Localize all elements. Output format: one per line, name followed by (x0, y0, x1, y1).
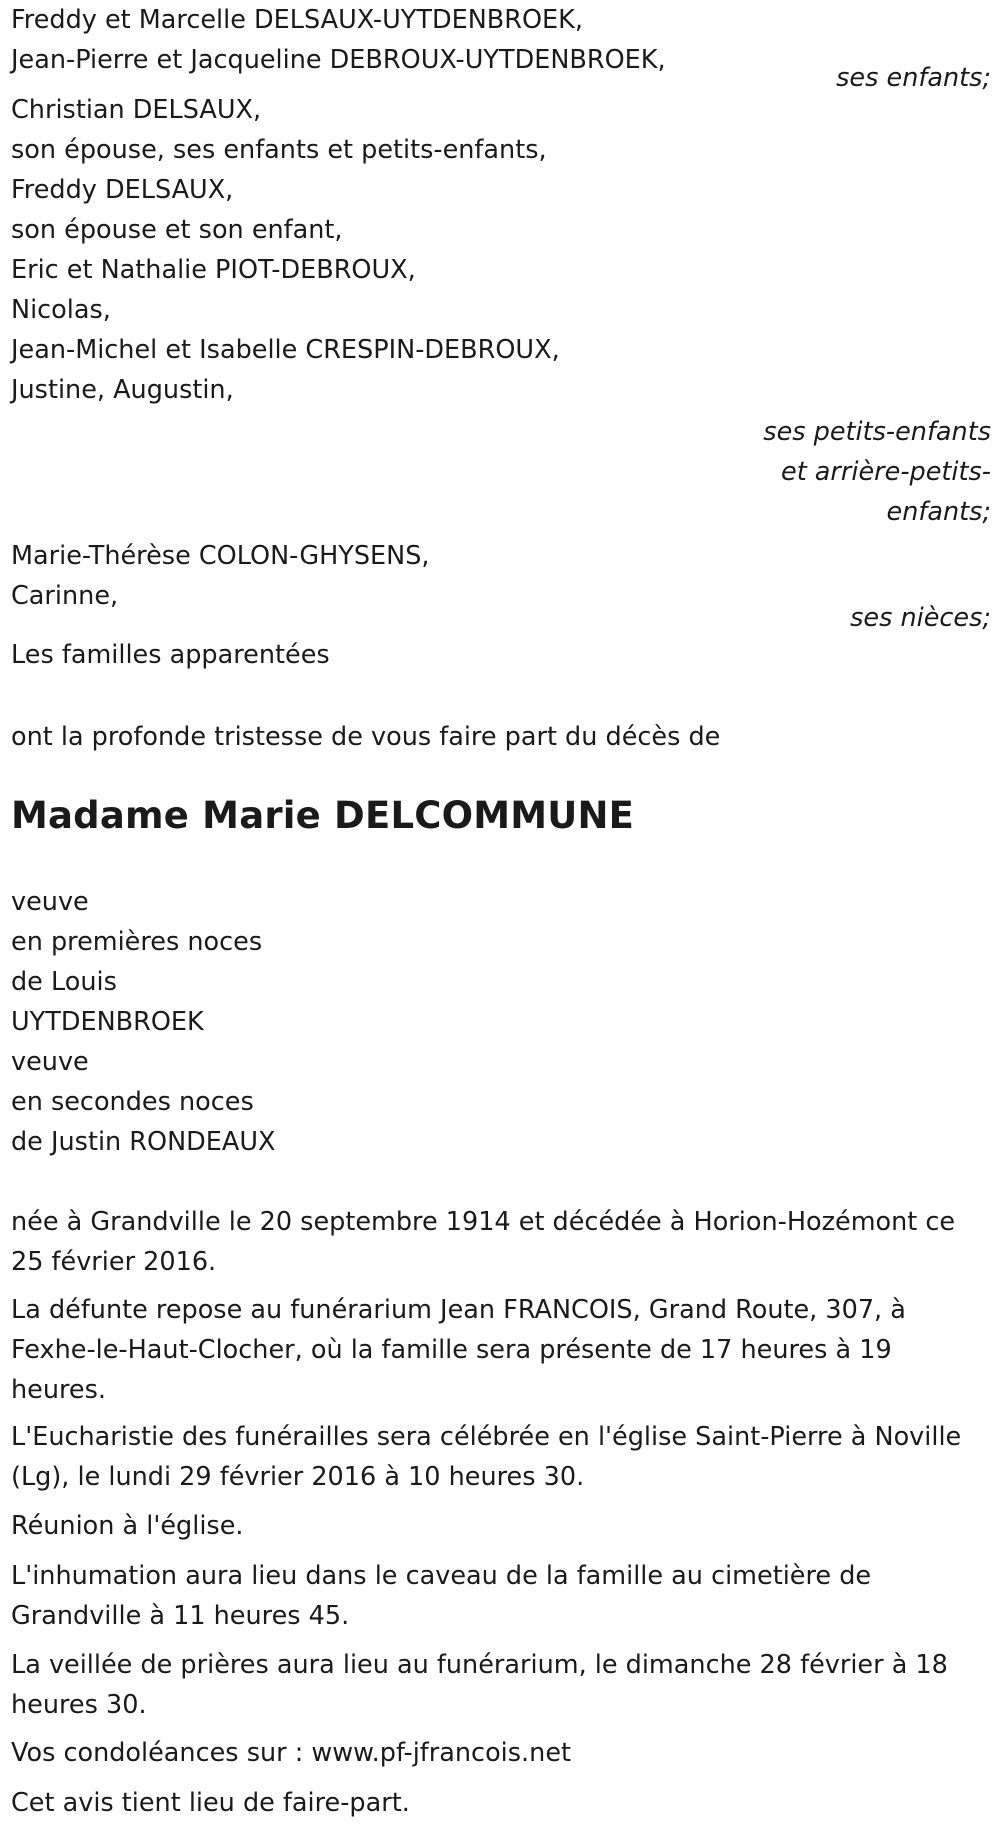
role-line: ses petits-enfants (763, 417, 991, 447)
family-name-line: Christian DELSAUX, (11, 95, 262, 125)
children-role: ses enfants; (836, 63, 991, 93)
family-name-line: son épouse et son enfant, (11, 215, 343, 245)
widow-line: en secondes noces (11, 1087, 254, 1117)
family-name-line: Marie-Thérèse COLON-GHYSENS, (11, 541, 430, 571)
grandchildren-block (11, 90, 560, 410)
widow-line: en premières noces (11, 927, 263, 957)
family-name-line: son épouse, ses enfants et petits-enfants, (11, 135, 547, 165)
birth-death-paragraph: née à Grandville le 20 septembre 1914 et décédée à Horion-Hozémont ce 25 février 2016. (11, 1207, 956, 1277)
family-name-line: Nicolas, (11, 295, 111, 325)
funeral-home-paragraph: La défunte repose au funérarium Jean FRANCOIS, Grand Route, 307, à Fexhe-le-Haut-Clocher, où la famille sera présente de 17 heures à 19 heures. (11, 1295, 906, 1405)
nieces-role: ses nièces; (850, 603, 991, 633)
role-line: et arrière-petits- (781, 457, 991, 487)
family-name-line: Freddy DELSAUX, (11, 175, 234, 205)
mass-paragraph: L'Eucharistie des funérailles sera célébrée en l'église Saint-Pierre à Noville (Lg), le lundi 29 février 2016 à 10 heures 30. (11, 1422, 962, 1492)
family-name-line: Carinne, (11, 581, 119, 611)
widow-block (11, 882, 276, 1162)
widow-line: veuve (11, 887, 89, 917)
family-name-line: Freddy et Marcelle DELSAUX-UYTDENBROEK, (11, 5, 583, 35)
meeting-paragraph: Réunion à l'église. (11, 1511, 244, 1541)
burial-paragraph: L'inhumation aura lieu dans le caveau de la famille au cimetière de Grandville à 11 heures 45. (11, 1561, 872, 1631)
grandchildren-role (11, 412, 991, 532)
family-name-line: Jean-Michel et Isabelle CRESPIN-DEBROUX, (11, 335, 560, 365)
widow-line: veuve (11, 1047, 89, 1077)
role-line: enfants; (886, 497, 991, 527)
family-name-line: Jean-Pierre et Jacqueline DEBROUX-UYTDENBROEK, (11, 45, 666, 75)
notice-paragraph: Cet avis tient lieu de faire-part. (11, 1788, 410, 1818)
condolences-paragraph: Vos condoléances sur : www.pf-jfrancois.net (11, 1738, 572, 1768)
family-name-line: Eric et Nathalie PIOT-DEBROUX, (11, 255, 416, 285)
widow-line: de Louis (11, 967, 117, 997)
widow-line: de Justin RONDEAUX (11, 1127, 276, 1157)
announcement-intro: ont la profonde tristesse de vous faire part du décès de (11, 722, 721, 752)
family-name-line: Justine, Augustin, (11, 375, 234, 405)
widow-line: UYTDENBROEK (11, 1007, 204, 1037)
vigil-paragraph: La veillée de prières aura lieu au funérarium, le dimanche 28 février à 18 heures 30. (11, 1650, 948, 1720)
related-families: Les familles apparentées (11, 640, 330, 670)
deceased-name: Madame Marie DELCOMMUNE (11, 794, 635, 837)
